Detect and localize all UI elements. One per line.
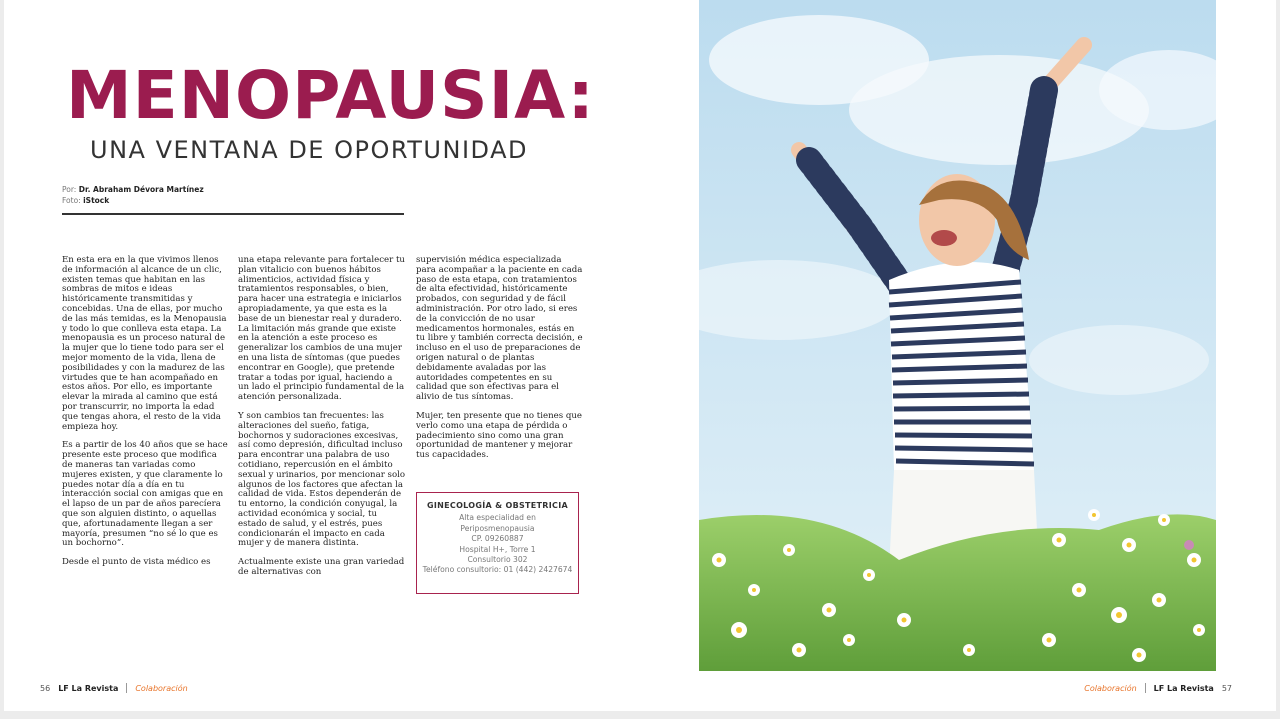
title-divider [62,213,404,215]
paragraph: Mujer, ten presente que no tienes que verlo como una etapa de pérdida o padecimiento sino como una gran oportunidad de mantener y mejorar tus capacidades. [416,410,582,461]
woman-in-field-photo [699,0,1216,671]
infobox-line: Periposmenopausia [460,523,535,533]
text-column-1 [62,256,230,577]
article-subtitle: UNA VENTANA DE OPORTUNIDAD [90,136,528,164]
doctor-info-box [416,492,579,594]
infobox-heading: GINECOLOGÍA & OBSTETRICIA [427,501,568,510]
section-label: Colaboración [1084,683,1137,693]
author-line [62,184,204,195]
infobox-line: Hospital H+, Torre 1 [459,544,536,554]
paragraph: supervisión médica especializada para acompañar a la paciente en cada paso de esta etapa, con tratamientos de alta efectividad, históricamente probados, con seguridad y de fácil administración. Por otro lado, si eres de la convicción de no usar medicamentos hormonales, estás en tu libre y también correcta decisión, e incluso en el uso de preparaciones de origen natural o de plantas debidamente avaladas por las autoridades competentes en su calidad que son efectivas para el alivio de tus síntomas. [416,255,583,403]
footer-separator [126,683,127,693]
article-credits [62,184,204,206]
infobox-line: Alta especialidad en [459,513,536,523]
paragraph: una etapa relevante para fortalecer tu plan vitalicio con buenos hábitos alimenticios, actividad física y tratamientos responsables, o bien, para hacer una estrategia e iniciarlos apropiadamente, ya que esta es la base de un bienestar real y duradero. La limitación más grande que existe en la atención a este proceso es generalizar los cambios de una mujer en una lista de síntomas (que puedes encontrar en Google), que pretende tratar a todas por igual, haciendo a un lado el principio fundamental de la atención personalizada. [238,255,405,403]
photo-line [62,195,204,206]
author-label: Por: [62,185,77,194]
author-name: Dr. Abraham Dévora Martínez [78,185,204,194]
magazine-brand: LF La Revista [1153,683,1214,693]
paragraph: Desde el punto de vista médico es [62,557,211,568]
photo-credit: iStock [83,196,110,205]
footer-left [40,683,188,693]
infobox-line: CP. 09260887 [471,534,524,544]
paragraph: Es a partir de los 40 años que se hace presente este proceso que modifica de maneras tan variadas como mujeres existen, y que claramente lo puedes notar día a día en tu interacción social con amigas que en el lapso de un par de años parecíera que son alguien distinto, o aquellas que, afortunadamente llegan a ser mayoría, presumen “no sé lo que es un bochorno”. [62,440,228,549]
article-title: MENOPAUSIA: [66,57,595,134]
paragraph: En esta era en la que vivimos llenos de información al alcance de un clic, existen temas que habitan en las sombras de mitos e ideas históricamente transmitidas y concebidas. Una de ellas, por mucho de las más temidas, es la Menopausia y todo lo que conlleva esta etapa. La menopausia es un proceso natural de la mujer que lo tiene todo para ser el mejor momento de la vida, llena de posibilidades y con la madurez de las virtudes que te han acompañado en estos años. Por ello, es importante elevar la mirada al camino que está por transcurrir, no importa la edad que tengas ahora, el resto de la vida empieza hoy. [62,255,227,432]
paragraph: Actualmente existe una gran variedad de alternativas con [238,557,405,577]
page-number-left: 56 [40,683,51,693]
text-column-2 [238,256,406,587]
paragraph: Y son cambios tan frecuentes: las alteraciones del sueño, fatiga, bochornos y sudoraciones excesivas, así como depresión, dificultad incluso para encontrar una palabra de uso cotidiano, repercusión en el ámbito sexual y urinarios, por mencionar solo algunos de los factores que afectan la calidad de vida. Estos dependerán de tu entorno, la condición conyugal, la actividad económica y social, tu estado de salud, y el estrés, pues condicionarán el impacto en cada mujer y de manera distinta. [238,410,406,549]
section-label: Colaboración [135,683,188,693]
infobox-line: Teléfono consultorio: 01 (442) 2427674 [422,565,573,575]
page-number-right: 57 [1221,683,1232,693]
photo-label: Foto: [62,196,81,205]
infobox-line: Consultorio 302 [467,555,528,565]
footer-separator [1145,683,1146,693]
footer-right [1084,683,1232,693]
text-column-3 [416,256,584,470]
magazine-brand: LF La Revista [58,683,119,693]
photo-illustration [699,0,1216,671]
